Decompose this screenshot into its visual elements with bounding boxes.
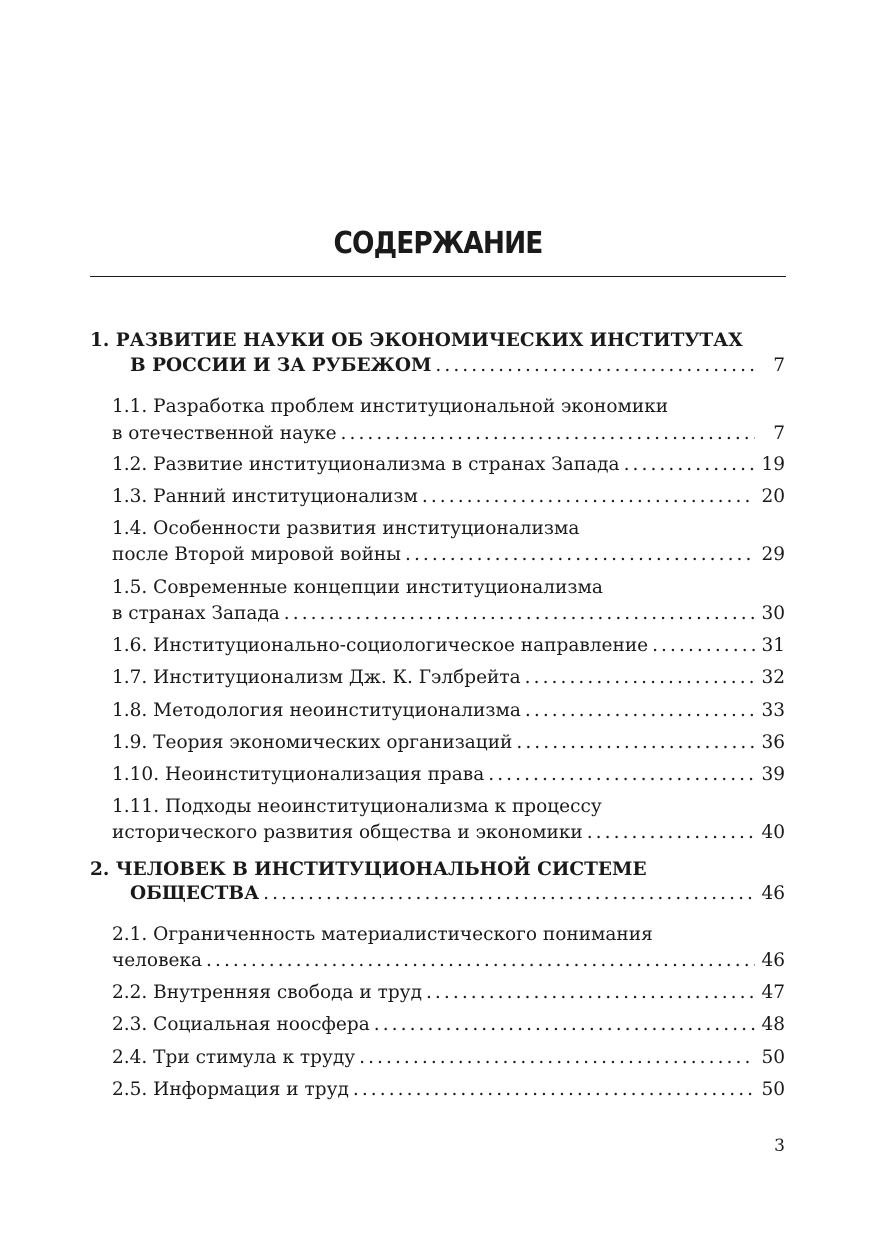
toc-item-1-11-line1[interactable]: 1.11. Подходы неоинституционализма к процессу [112, 796, 602, 817]
toc-section-2-line2[interactable] [130, 881, 785, 907]
dot-leader [374, 1012, 755, 1038]
toc-item-title: 1.8. Методология неоинституционализма [112, 700, 521, 721]
dot-leader [405, 542, 755, 568]
toc-item-1-9[interactable] [112, 730, 785, 756]
toc-item-page: 36 [761, 732, 785, 753]
toc-item-1-5-line2[interactable] [112, 601, 785, 627]
toc-item-1-3[interactable] [112, 484, 785, 510]
dot-leader [525, 698, 755, 724]
toc-item-title: 1.9. Теория экономических организаций [112, 732, 513, 753]
toc-section-1-line2[interactable] [130, 353, 785, 379]
toc-item-title: 2.3. Социальная ноосфера [112, 1014, 370, 1035]
toc-section-1-line1[interactable]: 1. РАЗВИТИЕ НАУКИ ОБ ЭКОНОМИЧЕСКИХ ИНСТИТУТАХ [90, 330, 743, 351]
toc-section-2-page: 46 [761, 883, 785, 904]
toc-item-2-1-line2[interactable] [112, 948, 785, 974]
toc-item-title: 2.5. Информация и труд [112, 1079, 349, 1100]
toc-item-1-2[interactable] [112, 452, 785, 478]
toc-item-title: 2.4. Три стимула к труду [112, 1047, 356, 1068]
toc-item-page: 29 [761, 544, 785, 565]
toc-section-2-title: ОБЩЕСТВА [130, 883, 260, 904]
toc-item-page: 46 [761, 950, 785, 971]
toc-item-2-4[interactable] [112, 1045, 785, 1071]
toc-section-2-line1[interactable]: 2. ЧЕЛОВЕК В ИНСТИТУЦИОНАЛЬНОЙ СИСТЕМЕ [90, 859, 647, 880]
toc-item-1-5-line1[interactable]: 1.5. Современные концепции институционализма [112, 577, 603, 598]
toc-item-1-1-line1[interactable]: 1.1. Разработка проблем институциональной экономики [112, 396, 669, 417]
toc-item-2-5[interactable] [112, 1077, 785, 1103]
toc-item-page: 30 [761, 603, 785, 624]
toc-item-title: 1.10. Неоинституционализация права [112, 764, 485, 785]
toc-item-2-2[interactable] [112, 980, 785, 1006]
toc-item-1-6[interactable] [112, 633, 785, 659]
toc-item-title: исторического развития общества и экономики [112, 822, 583, 843]
toc-item-title: 1.7. Институционализм Дж. К. Гэлбрейта [112, 667, 521, 688]
toc-item-1-10[interactable] [112, 762, 785, 788]
toc-item-1-8[interactable] [112, 698, 785, 724]
dot-leader [516, 730, 755, 756]
toc-item-title: в отечественной науке [112, 423, 337, 444]
toc-item-title: 1.6. Институционально-социологическое направление [112, 635, 649, 656]
page-title: СОДЕРЖАНИЕ [333, 226, 543, 261]
toc-item-title: в странах Запада [112, 603, 280, 624]
page-number: 3 [774, 1136, 785, 1156]
toc-item-title: после Второй мировой войны [112, 544, 401, 565]
toc-item-1-11-line2[interactable] [112, 820, 785, 846]
toc-item-page: 7 [773, 423, 785, 444]
dot-leader [353, 1077, 755, 1103]
toc-item-page: 20 [761, 486, 785, 507]
toc-item-1-4-line1[interactable]: 1.4. Особенности развития институционализма [112, 518, 580, 539]
toc-item-page: 50 [761, 1079, 785, 1100]
dot-leader [422, 484, 755, 510]
toc-item-1-1-line2[interactable] [112, 421, 785, 447]
toc-item-page: 47 [761, 982, 785, 1003]
toc-item-title: человека [112, 950, 203, 971]
toc-item-page: 31 [761, 635, 785, 656]
dot-leader [488, 762, 755, 788]
dot-leader [359, 1045, 755, 1071]
dot-leader [652, 633, 755, 659]
dot-leader [587, 820, 755, 846]
toc-item-page: 40 [761, 822, 785, 843]
toc-item-title: 1.2. Развитие институционализма в странах Запада [112, 454, 620, 475]
toc-item-2-3[interactable] [112, 1012, 785, 1038]
toc-item-page: 32 [761, 667, 785, 688]
table-of-contents [90, 0, 785, 1240]
dot-leader [284, 601, 755, 627]
dot-leader [624, 452, 755, 478]
toc-item-page: 39 [761, 764, 785, 785]
toc-item-page: 48 [761, 1014, 785, 1035]
toc-section-1-title: В РОССИИ И ЗА РУБЕЖОМ [130, 355, 432, 376]
toc-item-title: 1.3. Ранний институционализм [112, 486, 418, 507]
dot-leader [263, 881, 755, 907]
dot-leader [206, 948, 755, 974]
toc-item-page: 19 [761, 454, 785, 475]
toc-item-1-4-line2[interactable] [112, 542, 785, 568]
toc-item-1-7[interactable] [112, 665, 785, 691]
dot-leader [435, 353, 755, 379]
toc-section-1-page: 7 [773, 355, 785, 376]
dot-leader [426, 980, 755, 1006]
toc-item-2-1-line1[interactable]: 2.1. Ограниченность материалистического понимания [112, 924, 653, 945]
toc-item-title: 2.2. Внутренняя свобода и труд [112, 982, 422, 1003]
toc-item-page: 33 [761, 700, 785, 721]
dot-leader [341, 421, 755, 447]
toc-item-page: 50 [761, 1047, 785, 1068]
dot-leader [525, 665, 755, 691]
